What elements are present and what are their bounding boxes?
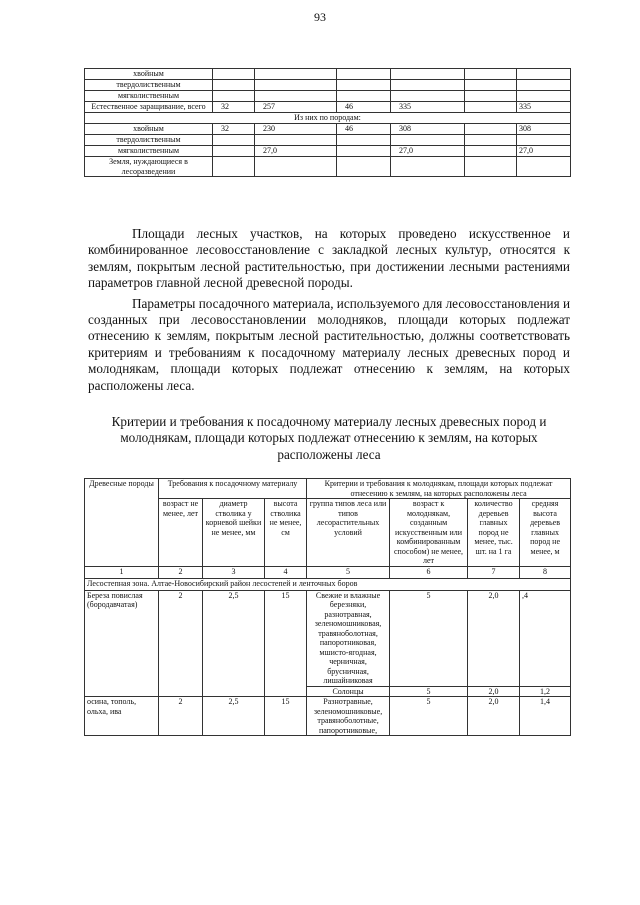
young-age-cell: 5 <box>390 590 468 686</box>
species-cell: Береза повислая (бородавчатая) <box>85 590 159 697</box>
row-label: твердолиственным <box>85 135 213 146</box>
table-cell <box>213 135 255 146</box>
table-cell <box>465 102 517 113</box>
diameter-cell: 2,5 <box>203 697 265 736</box>
table-cell <box>213 69 255 80</box>
tree-count-cell: 2,0 <box>468 697 520 736</box>
paragraph: Параметры посадочного материала, используемого для лесовосстановления и созданных при лесовосстановлении молодняков, площади которых подлежат отнесению к землям, покрытым лесной растительностью, должны соответствовать критериям и требованиям к посадочному материалу лесных древесных пород и молоднякам, площади которых подлежат отнесению к землям, на которых расположены леса. <box>88 295 570 393</box>
table-cell <box>337 157 391 177</box>
table-cell <box>213 80 255 91</box>
avg-height-cell: 1,4 <box>520 697 571 736</box>
table-cell <box>465 146 517 157</box>
young-age-cell: 5 <box>390 686 468 697</box>
header-diameter: диаметр стволика у корневой шейки не менее, мм <box>203 499 265 567</box>
table-cell <box>391 157 465 177</box>
table-row <box>85 135 571 146</box>
column-number: 2 <box>159 566 203 578</box>
header-tree-count: количество деревьев главных пород не менее, тыс. шт. на 1 га <box>468 499 520 567</box>
table-cell: 308 <box>391 124 465 135</box>
table-cell <box>255 80 337 91</box>
table-cell <box>255 157 337 177</box>
table-row <box>85 69 571 80</box>
column-number-row <box>85 566 571 578</box>
table-cell <box>337 91 391 102</box>
table-cell <box>465 80 517 91</box>
table-cell: 335 <box>391 102 465 113</box>
table-cell <box>213 157 255 177</box>
forest-type-cell: Разнотравные, зеленомошниковые, травяноболотные, папоротниковые, <box>307 697 390 736</box>
table-cell <box>391 69 465 80</box>
table-cell <box>213 91 255 102</box>
table-cell <box>391 91 465 102</box>
row-label: твердолиственным <box>85 80 213 91</box>
table-row <box>85 91 571 102</box>
table-subheader-row <box>85 113 571 124</box>
table-cell <box>465 124 517 135</box>
table-cell <box>517 135 571 146</box>
height-cell: 15 <box>265 590 307 697</box>
table-row <box>85 697 571 736</box>
table-cell: 32 <box>213 102 255 113</box>
table-cell <box>255 91 337 102</box>
tree-count-cell: 2,0 <box>468 686 520 697</box>
row-label: Земля, нуждающиеся в лесоразведении <box>85 157 213 177</box>
table-cell <box>465 69 517 80</box>
table-cell: 27,0 <box>517 146 571 157</box>
table-cell: 32 <box>213 124 255 135</box>
row-label: Естественное заращивание, всего <box>85 102 213 113</box>
table-cell <box>213 146 255 157</box>
column-number: 7 <box>468 566 520 578</box>
table-subheader: Из них по породам: <box>85 113 571 124</box>
table-cell <box>391 80 465 91</box>
table-header-row <box>85 479 571 499</box>
forest-type-cell: Свежие и влажные березняки, разнотравная, зеленомошниковая, травяноболотная, папоротниковая, мшисто-ягодная, черничная, брусничная, лишайниковая <box>307 590 390 686</box>
body-text <box>88 226 570 394</box>
column-number: 6 <box>390 566 468 578</box>
table-cell <box>337 135 391 146</box>
table-cell: 27,0 <box>255 146 337 157</box>
young-age-cell: 5 <box>390 697 468 736</box>
age-cell: 2 <box>159 590 203 697</box>
zone-row <box>85 578 571 590</box>
table-cell <box>465 135 517 146</box>
table-row <box>85 124 571 135</box>
tree-count-cell: 2,0 <box>468 590 520 686</box>
page-number: 93 <box>314 10 326 24</box>
table-cell: 46 <box>337 124 391 135</box>
table-cell <box>517 157 571 177</box>
table-cell <box>517 91 571 102</box>
criteria-table <box>84 478 571 736</box>
table-cell <box>337 69 391 80</box>
table-cell <box>255 135 337 146</box>
table-row <box>85 80 571 91</box>
table-cell <box>465 91 517 102</box>
height-cell: 15 <box>265 697 307 736</box>
table-cell <box>391 135 465 146</box>
row-label: мягколиственным <box>85 146 213 157</box>
age-cell: 2 <box>159 697 203 736</box>
table-cell: 308 <box>517 124 571 135</box>
row-label: хвойным <box>85 69 213 80</box>
header-avg-height: средняя высота деревьев главных пород не менее, м <box>520 499 571 567</box>
section-title: Критерии и требования к посадочному материалу лесных древесных пород и молоднякам, площади которых подлежат отнесению к землям, на которых расположены леса <box>111 414 547 462</box>
zone-label: Лесостепная зона. Алтае-Новосибирский район лесостепей и ленточных боров <box>85 578 571 590</box>
column-number: 3 <box>203 566 265 578</box>
avg-height-cell: ,4 <box>520 590 571 686</box>
header-age: возраст не менее, лет <box>159 499 203 567</box>
header-young-stands: Критерии и требования к молоднякам, площади которых подлежат отнесению к землям, на которых расположены леса <box>307 479 571 499</box>
table-cell <box>517 69 571 80</box>
table-cell <box>337 146 391 157</box>
table-row <box>85 102 571 113</box>
table-cell: 230 <box>255 124 337 135</box>
column-number: 1 <box>85 566 159 578</box>
table-cell <box>517 80 571 91</box>
header-planting-material: Требования к посадочному материалу <box>159 479 307 499</box>
table-cell <box>255 69 337 80</box>
header-species: Древесные породы <box>85 479 159 567</box>
forest-type-cell: Солонцы <box>307 686 390 697</box>
table-cell: 46 <box>337 102 391 113</box>
table-row <box>85 157 571 177</box>
header-young-age: возраст к молоднякам, созданным искусственным или комбинированным способом) не менее, лет <box>390 499 468 567</box>
table-cell: 257 <box>255 102 337 113</box>
table-cell <box>337 80 391 91</box>
header-height: высота стволика не менее, см <box>265 499 307 567</box>
species-cell: осина, тополь, ольха, ива <box>85 697 159 736</box>
column-number: 5 <box>307 566 390 578</box>
table-cell <box>465 157 517 177</box>
diameter-cell: 2,5 <box>203 590 265 697</box>
row-label: мягколиственным <box>85 91 213 102</box>
table-cell: 27,0 <box>391 146 465 157</box>
header-forest-type: группа типов леса или типов лесорастительных условий <box>307 499 390 567</box>
row-label: хвойным <box>85 124 213 135</box>
paragraph: Площади лесных участков, на которых проведено искусственное и комбинированное лесовосстановление с закладкой лесных культур, относятся к землям, покрытым лесной растительностью, при достижении лесными растениями параметров главной лесной древесной породы. <box>88 226 570 291</box>
table-cell: 335 <box>517 102 571 113</box>
avg-height-cell: 1,2 <box>520 686 571 697</box>
column-number: 4 <box>265 566 307 578</box>
table-row <box>85 146 571 157</box>
top-table <box>84 68 571 177</box>
table-row <box>85 590 571 686</box>
column-number: 8 <box>520 566 571 578</box>
